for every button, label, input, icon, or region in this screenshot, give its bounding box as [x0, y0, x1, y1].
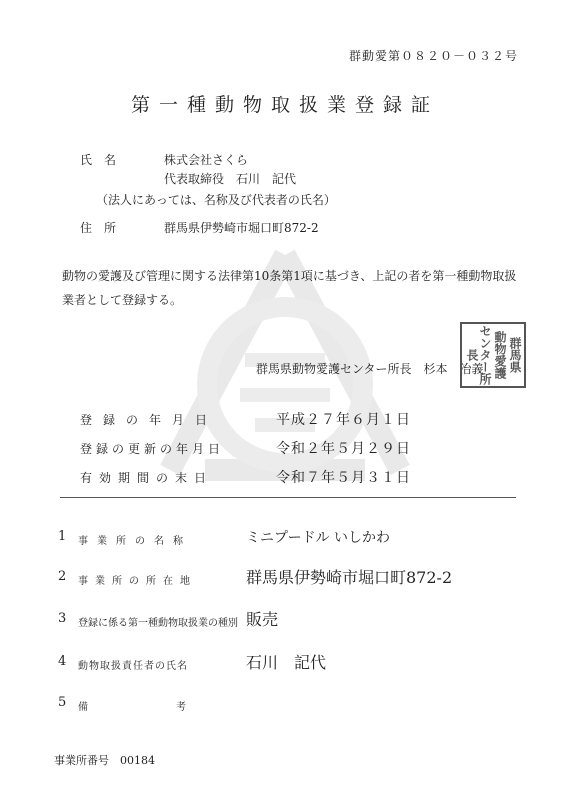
renewal-date-value: 令和２年５月２９日 — [276, 441, 411, 457]
seal-text-line: 群馬県 — [508, 337, 522, 373]
item-number: 3 — [58, 611, 67, 626]
company-name: 株式会社さくら — [164, 153, 249, 167]
name-note: （法人にあっては、名称及び代表者の氏名） — [96, 193, 336, 207]
registration-date-label: 登録の年月日 — [80, 413, 219, 427]
item-value-business-type: 販売 — [246, 610, 279, 629]
item-number: 5 — [58, 695, 67, 710]
renewal-date-label: 登録の更新の年月日 — [80, 442, 225, 456]
expiry-date-label: 有効期間の末日 — [80, 471, 214, 485]
issuer-line: 群馬県動物愛護センター所長 杉本 治義 — [256, 362, 484, 376]
office-number: 事業所番号 00184 — [54, 754, 155, 767]
item-number: 1 — [58, 529, 67, 544]
registration-statement: 動物の愛護及び管理に関する法律第10条第1項に基づき、上記の者を第一種動物取扱業者として登録する。 — [62, 269, 517, 307]
item-label-office-address: 事業所の所在地 — [78, 576, 197, 587]
item-label-remarks: 備考 — [78, 702, 274, 713]
item-label-office-name: 事業所の名称 — [78, 536, 192, 547]
name-label: 氏 名 — [80, 153, 117, 167]
item-label-responsible-person: 動物取扱責任者の氏名 — [78, 661, 188, 672]
item-label-business-type: 登録に係る第一種動物取扱業の種別 — [78, 618, 238, 629]
registration-date-value: 平成２７年６月１日 — [276, 412, 411, 428]
address-value: 群馬県伊勢崎市堀口町872-2 — [164, 221, 319, 235]
seal-text-line: 動物愛護 — [493, 331, 507, 379]
item-number: 4 — [58, 654, 67, 669]
item-number: 2 — [58, 569, 67, 584]
seal-text-line: センター所長 — [465, 325, 492, 385]
section-divider — [60, 497, 516, 498]
item-value-responsible-person: 石川 記代 — [246, 653, 327, 672]
item-value-office-name: ミニプードル いしかわ — [246, 530, 391, 546]
expiry-date-value: 令和７年５月３１日 — [276, 470, 411, 486]
representative-name: 代表取締役 石川 記代 — [164, 172, 297, 186]
page-title: 第一種動物取扱業登録証 — [130, 94, 439, 116]
item-value-office-address: 群馬県伊勢崎市堀口町872-2 — [246, 568, 453, 587]
certificate-number: 群動愛第０８２０－０３２号 — [348, 49, 518, 63]
address-label: 住 所 — [80, 221, 117, 235]
official-seal — [460, 322, 526, 388]
